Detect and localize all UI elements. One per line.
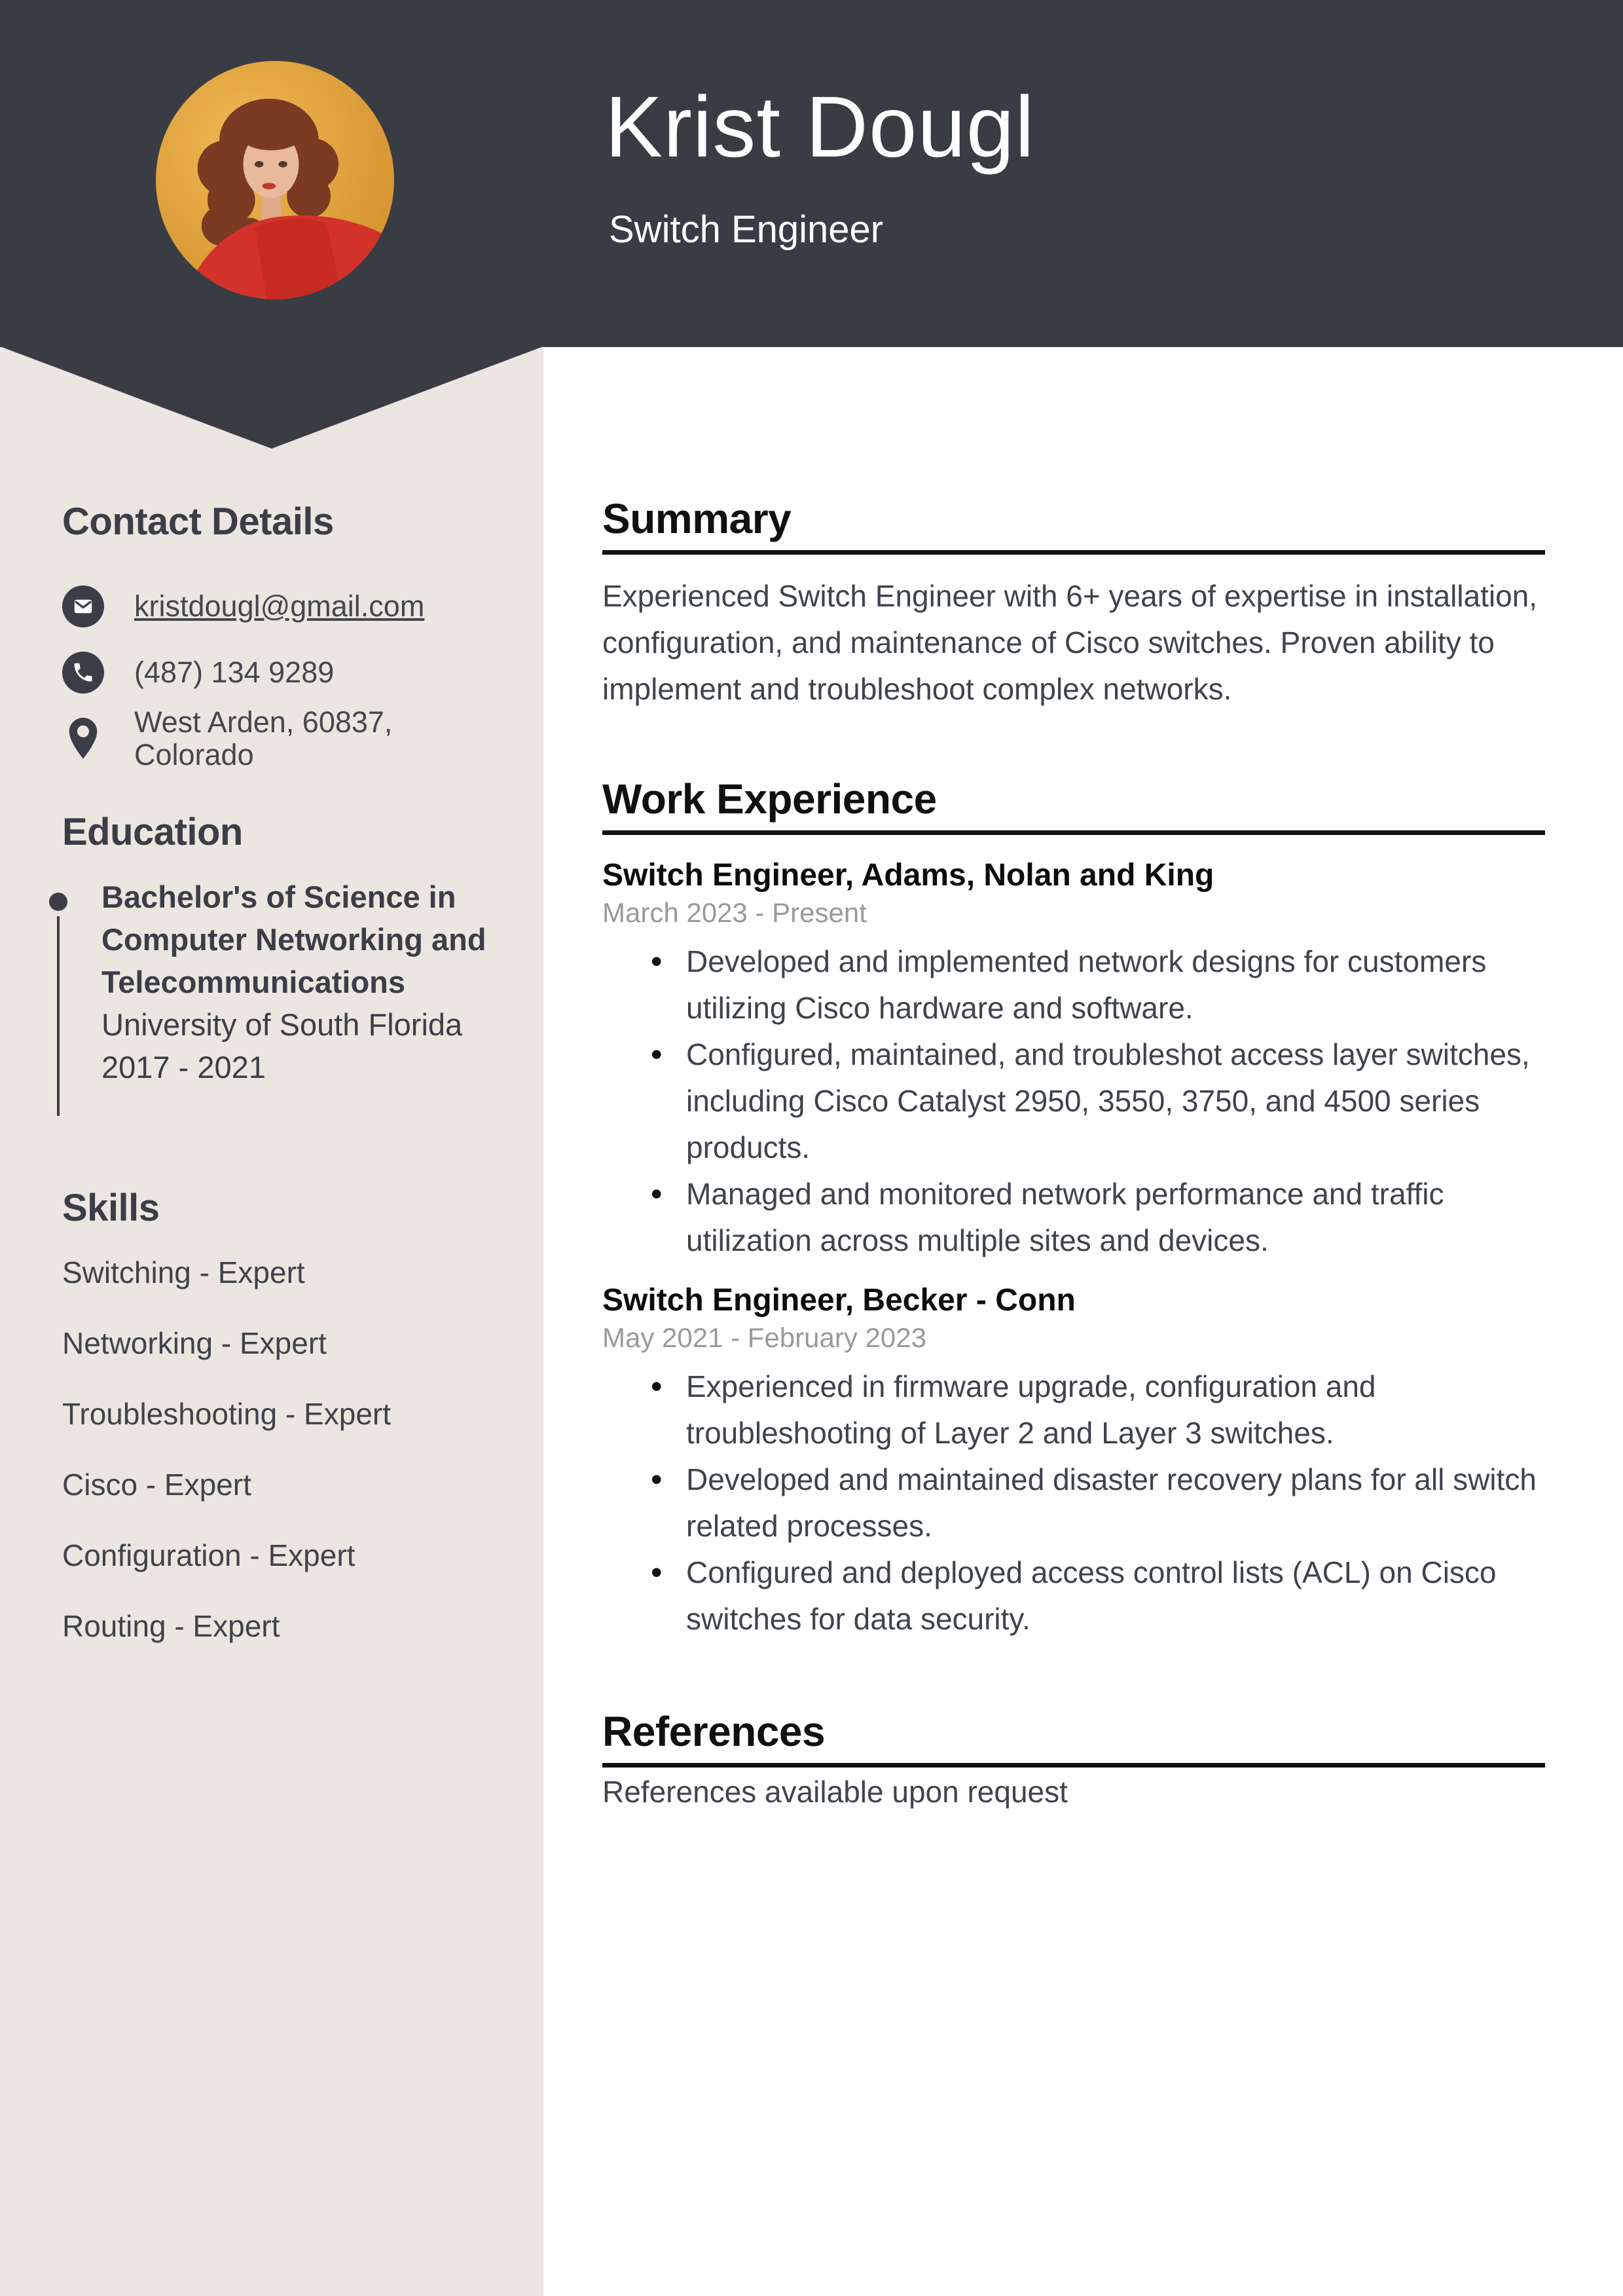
job-title: Switch Engineer, Adams, Nolan and King (602, 858, 1214, 893)
references-heading: References (602, 1708, 1545, 1768)
job-bullet: • Developed and implemented network designs for customers utilizing Cisco hardware and software. (602, 938, 1545, 1031)
contact-row (62, 585, 494, 627)
candidate-name: Krist Dougl (605, 79, 1035, 175)
contact-row (62, 705, 494, 771)
skills-heading: Skills (62, 1187, 160, 1229)
contact-list (62, 585, 494, 771)
contact-icon-badge (62, 652, 104, 694)
job-bullet: • Developed and maintained disaster recovery plans for all switch related processes. (602, 1456, 1545, 1549)
summary-text: Experienced Switch Engineer with 6+ years of expertise in installation, configuration, and maintenance of Cisco switches. Proven ability to implement and troubleshoot complex networks. (602, 579, 1538, 706)
job-bullet: • Experienced in firmware upgrade, configuration and troubleshooting of Layer 2 and Layer 3 switches. (602, 1363, 1545, 1456)
jobs-list (602, 857, 1545, 1642)
work-experience-heading: Work Experience (602, 775, 1545, 835)
skill-item: Switching - Expert (62, 1255, 305, 1289)
skill-item: Networking - Expert (62, 1326, 327, 1360)
summary-heading: Summary (602, 495, 1545, 555)
education-heading: Education (62, 811, 243, 853)
candidate-title: Switch Engineer (609, 208, 884, 251)
job-dates: March 2023 - Present (602, 897, 867, 928)
location-icon (62, 716, 104, 762)
education-dates: 2017 - 2021 (101, 1050, 266, 1084)
skill-item: Routing - Expert (62, 1609, 280, 1643)
job-bullet: • Configured, maintained, and troubleshot access layer switches, including Cisco Catalyst 2950, 3550, 3750, and 4500 series products. (602, 1031, 1545, 1171)
contact-icon-badge (62, 718, 104, 760)
job-dates: May 2021 - February 2023 (602, 1322, 926, 1353)
contact-details-heading: Contact Details (62, 500, 334, 543)
skill-item: Cisco - Expert (62, 1468, 251, 1502)
phone-icon (71, 661, 95, 684)
education-item (62, 876, 494, 1088)
job-bullet-list (602, 938, 1545, 1264)
job-bullet: • Managed and monitored network performance and traffic utilization across multiple sites and devices. (602, 1171, 1545, 1264)
contact-text[interactable]: kristdougl@gmail.com (134, 589, 425, 623)
skill-item: Troubleshooting - Expert (62, 1397, 392, 1431)
references-text: References available upon request (602, 1775, 1068, 1809)
job-bullet-list (602, 1363, 1545, 1642)
email-icon (71, 595, 95, 618)
education-degree: Bachelor's of Science in Computer Networking and Telecommunications (101, 880, 486, 999)
sidebar (62, 0, 494, 1682)
skill-item: Configuration - Expert (62, 1538, 356, 1572)
job-bullet: • Configured and deployed access control lists (ACL) on Cisco switches for data security. (602, 1549, 1545, 1642)
skills-list (62, 1257, 494, 1641)
education-school: University of South Florida (101, 1007, 463, 1042)
contact-row (62, 652, 494, 694)
job-entry (602, 857, 1545, 1264)
job-title: Switch Engineer, Becker - Conn (602, 1283, 1076, 1318)
main-column (602, 0, 1545, 1808)
contact-text[interactable]: West Arden, 60837, Colorado (134, 705, 393, 771)
contact-text[interactable]: (487) 134 9289 (134, 656, 335, 689)
contact-icon-badge (62, 585, 104, 627)
job-entry (602, 1282, 1545, 1642)
